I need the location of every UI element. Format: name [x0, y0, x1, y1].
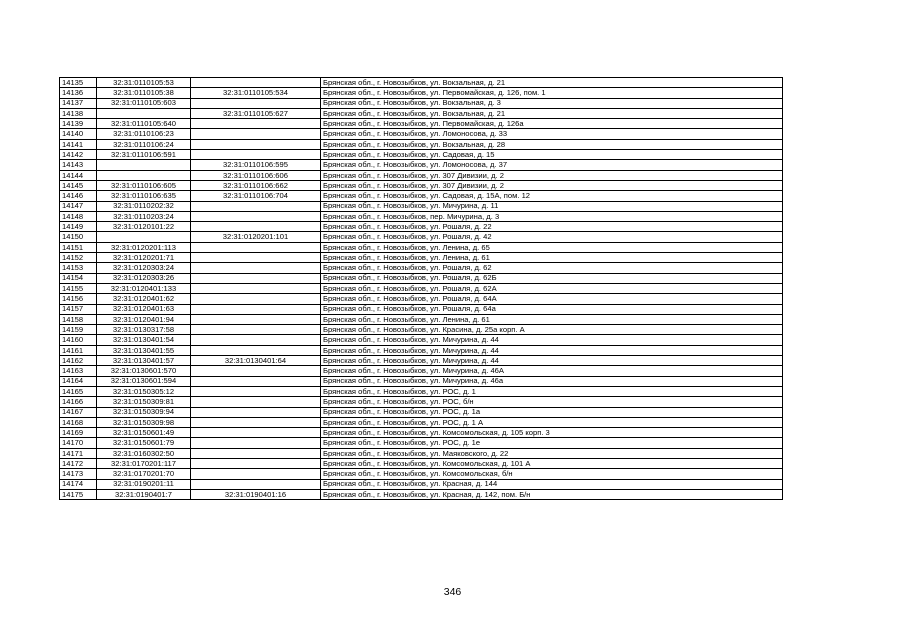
related-cadastral-number-cell: 32:31:0110106:704 [191, 191, 321, 201]
row-number-cell: 14156 [60, 294, 97, 304]
table-row [60, 366, 783, 376]
address-cell: Брянская обл., г. Новозыбков, ул. Мичурина, д. 44 [321, 356, 783, 366]
address-cell: Брянская обл., г. Новозыбков, ул. 307 Дивизии, д. 2 [321, 180, 783, 190]
address-cell: Брянская обл., г. Новозыбков, ул. Первомайская, д. 126, пом. 1 [321, 88, 783, 98]
table-row [60, 273, 783, 283]
table-row [60, 356, 783, 366]
address-cell: Брянская обл., г. Новозыбков, ул. Ломоносова, д. 33 [321, 129, 783, 139]
address-cell: Брянская обл., г. Новозыбков, ул. Мичурина, д. 44 [321, 345, 783, 355]
cadastral-number-cell: 32:31:0120303:24 [97, 263, 191, 273]
address-cell: Брянская обл., г. Новозыбков, пер. Мичурина, д. 3 [321, 211, 783, 221]
row-number-cell: 14175 [60, 489, 97, 499]
cadastral-number-cell: 32:31:0110105:640 [97, 119, 191, 129]
row-number-cell: 14166 [60, 397, 97, 407]
related-cadastral-number-cell [191, 253, 321, 263]
cadastral-number-cell: 32:31:0120201:113 [97, 242, 191, 252]
row-number-cell: 14152 [60, 253, 97, 263]
related-cadastral-number-cell [191, 397, 321, 407]
cadastral-number-cell: 32:31:0110105:603 [97, 98, 191, 108]
row-number-cell: 14141 [60, 139, 97, 149]
table-row [60, 294, 783, 304]
related-cadastral-number-cell [191, 469, 321, 479]
row-number-cell: 14143 [60, 160, 97, 170]
table-row [60, 438, 783, 448]
row-number-cell: 14151 [60, 242, 97, 252]
related-cadastral-number-cell [191, 129, 321, 139]
row-number-cell: 14157 [60, 304, 97, 314]
row-number-cell: 14170 [60, 438, 97, 448]
related-cadastral-number-cell [191, 211, 321, 221]
address-cell: Брянская обл., г. Новозыбков, ул. Вокзальная, д. 3 [321, 98, 783, 108]
table-row [60, 129, 783, 139]
row-number-cell: 14164 [60, 376, 97, 386]
row-number-cell: 14172 [60, 458, 97, 468]
address-cell: Брянская обл., г. Новозыбков, ул. Комсомольская, д. 101 А [321, 458, 783, 468]
cadastral-number-cell: 32:31:0110106:635 [97, 191, 191, 201]
cadastral-number-cell: 32:31:0110105:53 [97, 78, 191, 88]
row-number-cell: 14171 [60, 448, 97, 458]
table-row [60, 232, 783, 242]
row-number-cell: 14165 [60, 386, 97, 396]
address-cell: Брянская обл., г. Новозыбков, ул. Мичурина, д. 46А [321, 366, 783, 376]
table-row [60, 242, 783, 252]
cadastral-number-cell: 32:31:0110203:24 [97, 211, 191, 221]
address-cell: Брянская обл., г. Новозыбков, ул. Ленина, д. 65 [321, 242, 783, 252]
address-cell: Брянская обл., г. Новозыбков, ул. РОС, б/н [321, 397, 783, 407]
related-cadastral-number-cell [191, 325, 321, 335]
table-row [60, 191, 783, 201]
table-row [60, 108, 783, 118]
row-number-cell: 14148 [60, 211, 97, 221]
address-cell: Брянская обл., г. Новозыбков, ул. Мичурина, д. 11 [321, 201, 783, 211]
row-number-cell: 14169 [60, 428, 97, 438]
related-cadastral-number-cell [191, 376, 321, 386]
row-number-cell: 14149 [60, 222, 97, 232]
table-row [60, 98, 783, 108]
cadastral-number-cell: 32:31:0130401:55 [97, 345, 191, 355]
address-cell: Брянская обл., г. Новозыбков, ул. Рошаля, д. 62А [321, 283, 783, 293]
address-cell: Брянская обл., г. Новозыбков, ул. РОС, д. 1а [321, 407, 783, 417]
related-cadastral-number-cell: 32:31:0110105:627 [191, 108, 321, 118]
table-row [60, 386, 783, 396]
cadastral-number-cell: 32:31:0120401:94 [97, 314, 191, 324]
registry-table [59, 77, 783, 500]
related-cadastral-number-cell [191, 345, 321, 355]
row-number-cell: 14145 [60, 180, 97, 190]
cadastral-number-cell: 32:31:0130401:54 [97, 335, 191, 345]
related-cadastral-number-cell [191, 407, 321, 417]
cadastral-number-cell: 32:31:0190201:11 [97, 479, 191, 489]
row-number-cell: 14140 [60, 129, 97, 139]
cadastral-number-cell: 32:31:0170201:70 [97, 469, 191, 479]
table-row [60, 479, 783, 489]
address-cell: Брянская обл., г. Новозыбков, ул. Вокзальная, д. 21 [321, 108, 783, 118]
address-cell: Брянская обл., г. Новозыбков, ул. Рошаля, д. 62 [321, 263, 783, 273]
row-number-cell: 14144 [60, 170, 97, 180]
address-cell: Брянская обл., г. Новозыбков, ул. Вокзальная, д. 21 [321, 78, 783, 88]
table-row [60, 180, 783, 190]
address-cell: Брянская обл., г. Новозыбков, ул. Рошаля, д. 22 [321, 222, 783, 232]
cadastral-number-cell: 32:31:0110106:605 [97, 180, 191, 190]
address-cell: Брянская обл., г. Новозыбков, ул. Маяковского, д. 22 [321, 448, 783, 458]
cadastral-number-cell: 32:31:0120201:71 [97, 253, 191, 263]
address-cell: Брянская обл., г. Новозыбков, ул. Рошаля, д. 64а [321, 304, 783, 314]
cadastral-number-cell [97, 160, 191, 170]
cadastral-number-cell: 32:31:0150309:98 [97, 417, 191, 427]
cadastral-number-cell [97, 108, 191, 118]
table-row [60, 345, 783, 355]
related-cadastral-number-cell: 32:31:0190401:16 [191, 489, 321, 499]
table-row [60, 222, 783, 232]
related-cadastral-number-cell [191, 366, 321, 376]
related-cadastral-number-cell [191, 273, 321, 283]
table-row [60, 314, 783, 324]
row-number-cell: 14146 [60, 191, 97, 201]
row-number-cell: 14168 [60, 417, 97, 427]
cadastral-number-cell: 32:31:0150309:81 [97, 397, 191, 407]
table-row [60, 78, 783, 88]
address-cell: Брянская обл., г. Новозыбков, ул. Рошаля, д. 42 [321, 232, 783, 242]
related-cadastral-number-cell: 32:31:0110106:595 [191, 160, 321, 170]
table-row [60, 376, 783, 386]
table-row [60, 448, 783, 458]
related-cadastral-number-cell [191, 150, 321, 160]
address-cell: Брянская обл., г. Новозыбков, ул. РОС, д. 1 А [321, 417, 783, 427]
table-row [60, 283, 783, 293]
table-row [60, 428, 783, 438]
table-row [60, 304, 783, 314]
row-number-cell: 14160 [60, 335, 97, 345]
address-cell: Брянская обл., г. Новозыбков, ул. Садовая, д. 15А, пом. 12 [321, 191, 783, 201]
related-cadastral-number-cell [191, 98, 321, 108]
related-cadastral-number-cell [191, 417, 321, 427]
row-number-cell: 14167 [60, 407, 97, 417]
row-number-cell: 14163 [60, 366, 97, 376]
address-cell: Брянская обл., г. Новозыбков, ул. Ленина, д. 61 [321, 314, 783, 324]
related-cadastral-number-cell: 32:31:0120201:101 [191, 232, 321, 242]
address-cell: Брянская обл., г. Новозыбков, ул. Садовая, д. 15 [321, 150, 783, 160]
cadastral-number-cell: 32:31:0130601:570 [97, 366, 191, 376]
row-number-cell: 14135 [60, 78, 97, 88]
related-cadastral-number-cell [191, 119, 321, 129]
table-row [60, 211, 783, 221]
table-row [60, 489, 783, 499]
row-number-cell: 14154 [60, 273, 97, 283]
related-cadastral-number-cell [191, 294, 321, 304]
table-row [60, 88, 783, 98]
cadastral-number-cell: 32:31:0150309:94 [97, 407, 191, 417]
row-number-cell: 14173 [60, 469, 97, 479]
cadastral-number-cell [97, 232, 191, 242]
address-cell: Брянская обл., г. Новозыбков, ул. Красная, д. 142, пом. Б/н [321, 489, 783, 499]
cadastral-number-cell: 32:31:0110106:23 [97, 129, 191, 139]
cadastral-number-cell: 32:31:0120401:63 [97, 304, 191, 314]
table-row [60, 397, 783, 407]
cadastral-number-cell: 32:31:0130601:594 [97, 376, 191, 386]
related-cadastral-number-cell [191, 263, 321, 273]
address-cell: Брянская обл., г. Новозыбков, ул. Мичурина, д. 44 [321, 335, 783, 345]
related-cadastral-number-cell [191, 201, 321, 211]
related-cadastral-number-cell: 32:31:0110106:662 [191, 180, 321, 190]
page-number: 346 [443, 586, 462, 598]
address-cell: Брянская обл., г. Новозыбков, ул. Вокзальная, д. 28 [321, 139, 783, 149]
registry-table-body [60, 78, 783, 500]
cadastral-number-cell: 32:31:0110202:32 [97, 201, 191, 211]
related-cadastral-number-cell [191, 304, 321, 314]
row-number-cell: 14155 [60, 283, 97, 293]
address-cell: Брянская обл., г. Новозыбков, ул. Ломоносова, д. 37 [321, 160, 783, 170]
table-row [60, 469, 783, 479]
cadastral-number-cell: 32:31:0150601:79 [97, 438, 191, 448]
cadastral-number-cell: 32:31:0190401:7 [97, 489, 191, 499]
cadastral-number-cell: 32:31:0120101:22 [97, 222, 191, 232]
related-cadastral-number-cell: 32:31:0110106:606 [191, 170, 321, 180]
cadastral-number-cell: 32:31:0130401:57 [97, 356, 191, 366]
address-cell: Брянская обл., г. Новозыбков, ул. Рошаля, д. 64А [321, 294, 783, 304]
cadastral-number-cell: 32:31:0160302:50 [97, 448, 191, 458]
cadastral-number-cell: 32:31:0150305:12 [97, 386, 191, 396]
cadastral-number-cell [97, 170, 191, 180]
table-row [60, 458, 783, 468]
row-number-cell: 14147 [60, 201, 97, 211]
related-cadastral-number-cell [191, 78, 321, 88]
related-cadastral-number-cell: 32:31:0110105:534 [191, 88, 321, 98]
address-cell: Брянская обл., г. Новозыбков, ул. РОС, д. 1е [321, 438, 783, 448]
cadastral-number-cell: 32:31:0120401:133 [97, 283, 191, 293]
row-number-cell: 14137 [60, 98, 97, 108]
table-row [60, 335, 783, 345]
row-number-cell: 14138 [60, 108, 97, 118]
related-cadastral-number-cell [191, 448, 321, 458]
table-row [60, 325, 783, 335]
related-cadastral-number-cell [191, 438, 321, 448]
row-number-cell: 14158 [60, 314, 97, 324]
cadastral-number-cell: 32:31:0110106:591 [97, 150, 191, 160]
table-row [60, 253, 783, 263]
table-row [60, 201, 783, 211]
related-cadastral-number-cell [191, 139, 321, 149]
table-row [60, 263, 783, 273]
row-number-cell: 14159 [60, 325, 97, 335]
related-cadastral-number-cell: 32:31:0130401:64 [191, 356, 321, 366]
address-cell: Брянская обл., г. Новозыбков, ул. Красная, д. 144 [321, 479, 783, 489]
row-number-cell: 14153 [60, 263, 97, 273]
related-cadastral-number-cell [191, 458, 321, 468]
row-number-cell: 14174 [60, 479, 97, 489]
cadastral-number-cell: 32:31:0150601:49 [97, 428, 191, 438]
address-cell: Брянская обл., г. Новозыбков, ул. Комсомольская, б/н [321, 469, 783, 479]
address-cell: Брянская обл., г. Новозыбков, ул. Красина, д. 25а корп. А [321, 325, 783, 335]
address-cell: Брянская обл., г. Новозыбков, ул. Ленина, д. 61 [321, 253, 783, 263]
related-cadastral-number-cell [191, 222, 321, 232]
related-cadastral-number-cell [191, 386, 321, 396]
related-cadastral-number-cell [191, 335, 321, 345]
related-cadastral-number-cell [191, 428, 321, 438]
row-number-cell: 14139 [60, 119, 97, 129]
row-number-cell: 14142 [60, 150, 97, 160]
row-number-cell: 14162 [60, 356, 97, 366]
related-cadastral-number-cell [191, 314, 321, 324]
table-row [60, 170, 783, 180]
cadastral-number-cell: 32:31:0110105:38 [97, 88, 191, 98]
cadastral-number-cell: 32:31:0110106:24 [97, 139, 191, 149]
related-cadastral-number-cell [191, 242, 321, 252]
table-row [60, 407, 783, 417]
cadastral-number-cell: 32:31:0130317:58 [97, 325, 191, 335]
row-number-cell: 14150 [60, 232, 97, 242]
cadastral-number-cell: 32:31:0120401:62 [97, 294, 191, 304]
address-cell: Брянская обл., г. Новозыбков, ул. Комсомольская, д. 105 корп. 3 [321, 428, 783, 438]
table-row [60, 119, 783, 129]
address-cell: Брянская обл., г. Новозыбков, ул. Первомайская, д. 126а [321, 119, 783, 129]
related-cadastral-number-cell [191, 479, 321, 489]
row-number-cell: 14136 [60, 88, 97, 98]
cadastral-number-cell: 32:31:0170201:117 [97, 458, 191, 468]
table-row [60, 139, 783, 149]
related-cadastral-number-cell [191, 283, 321, 293]
address-cell: Брянская обл., г. Новозыбков, ул. 307 Дивизии, д. 2 [321, 170, 783, 180]
cadastral-number-cell: 32:31:0120303:26 [97, 273, 191, 283]
row-number-cell: 14161 [60, 345, 97, 355]
address-cell: Брянская обл., г. Новозыбков, ул. Мичурина, д. 46а [321, 376, 783, 386]
address-cell: Брянская обл., г. Новозыбков, ул. РОС, д. 1 [321, 386, 783, 396]
table-row [60, 150, 783, 160]
table-row [60, 417, 783, 427]
table-row [60, 160, 783, 170]
address-cell: Брянская обл., г. Новозыбков, ул. Рошаля, д. 62Б [321, 273, 783, 283]
